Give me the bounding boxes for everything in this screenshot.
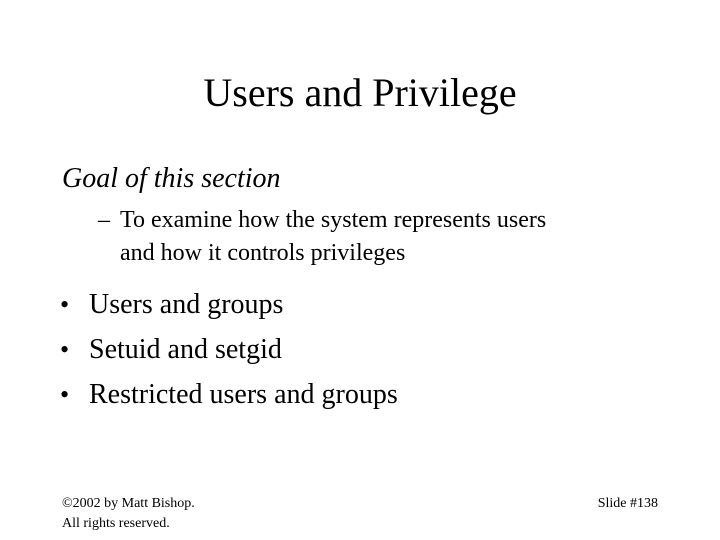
bullet-marker: • bbox=[60, 290, 70, 319]
bullet-label: Restricted users and groups bbox=[89, 379, 398, 410]
bullet-list bbox=[60, 282, 680, 417]
copyright-footer bbox=[62, 494, 195, 534]
subpoint-row bbox=[98, 204, 638, 270]
subpoint-line-2: and how it controls privileges bbox=[120, 240, 406, 266]
bullet-item-users-and-groups bbox=[60, 282, 680, 327]
slide-title: Users and Privilege bbox=[203, 70, 517, 115]
subpoint-text bbox=[120, 204, 546, 270]
bullet-item-restricted-users-and-groups bbox=[60, 372, 680, 417]
bullet-label: Users and groups bbox=[89, 289, 284, 320]
bullet-marker: • bbox=[60, 335, 70, 364]
bullet-item-setuid-and-setgid bbox=[60, 327, 680, 372]
slide-number: Slide #138 bbox=[597, 496, 658, 511]
subpoint-dash-marker: – bbox=[98, 207, 110, 233]
bullet-label: Setuid and setgid bbox=[89, 334, 282, 365]
copyright-line-2: All rights reserved. bbox=[62, 516, 170, 531]
copyright-line-1: ©2002 by Matt Bishop. bbox=[62, 496, 195, 511]
subpoint-line-1: To examine how the system represents users bbox=[120, 207, 547, 233]
section-goal-subpoint bbox=[98, 204, 638, 270]
section-heading: Goal of this section bbox=[62, 163, 281, 194]
bullet-marker: • bbox=[60, 380, 70, 409]
